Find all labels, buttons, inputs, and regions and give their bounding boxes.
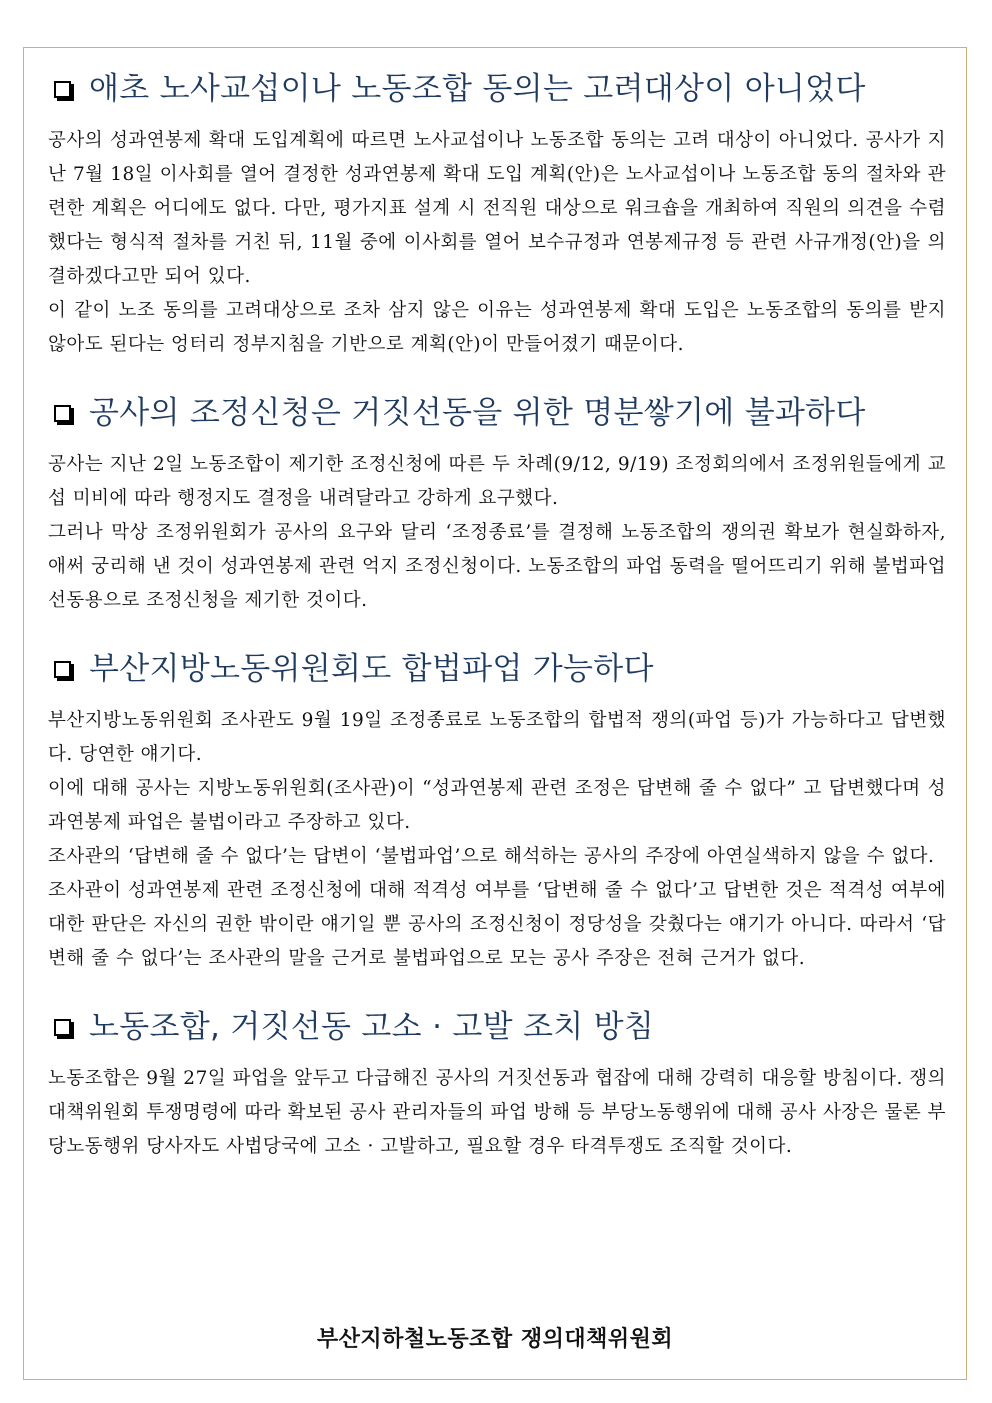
paragraph: 공사의 성과연봉제 확대 도입계획에 따르면 노사교섭이나 노동조합 동의는 고려 대상이 아니었다. 공사가 지난 7월 18일 이사회를 열어 결정한 성과연봉제 확대 도입 계획(안)은 노사교섭이나 노동조합 동의 절차와 관련한 계획은 어디에도 없다. 다만, 평가지표 설계 시 전직원 대상으로 워크숍을 개최하여 직원의 의견을 수렴했다는 형식적 절차를 거친 뒤, 11월 중에 이사회를 열어 보수규정과 연봉제규정 등 관련 사규개정(안)을 의결하겠다고만 되어 있다. [48,130,947,287]
section-2 [48,386,946,618]
section-heading [48,386,946,440]
paragraph: 조사관이 성과연봉제 관련 조정신청에 대해 적격성 여부를 ‘답변해 줄 수 없다’고 답변한 것은 적격성 여부에 대한 판단은 자신의 권한 밖이란 얘기일 뿐 공사의 조정신청이 정당성을 갖췄다는 얘기가 아니다. 따라서 ‘답변해 줄 수 없다’는 조사관의 말을 근거로 불법파업으로 모는 공사 주장은 전혀 근거가 없다. [48,880,947,969]
paragraph: 이에 대해 공사는 지방노동위원회(조사관)이 “성과연봉제 관련 조정은 답변해 줄 수 없다” 고 답변했다며 성과연봉제 파업은 불법이라고 주장하고 있다. [48,778,946,833]
section-heading-text: 공사의 조정신청은 거짓선동을 위한 명분쌓기에 불과하다 [89,395,866,431]
section-heading [48,642,946,696]
section-heading-text: 노동조합, 거짓선동 고소 · 고발 조치 방침 [89,1009,655,1045]
paragraph: 노동조합은 9월 27일 파업을 앞두고 다급해진 공사의 거짓선동과 협잡에 대해 강력히 대응할 방침이다. 쟁의대책위원회 투쟁명령에 따라 확보된 공사 관리자들의 파업 방해 등 부당노동행위에 대해 공사 사장은 물론 부당노동행위 당사자도 사법당국에 고소 · 고발하고, 필요할 경우 타격투쟁도 조직할 것이다. [48,1068,946,1157]
section-4 [48,1000,946,1164]
section-1 [48,62,946,362]
checkbox-bullet-icon [54,1019,71,1036]
section-heading-text: 부산지방노동위원회도 합법파업 가능하다 [89,651,654,687]
paragraph: 이 같이 노조 동의를 고려대상으로 조차 삼지 않은 이유는 성과연봉제 확대 도입은 노동조합의 동의를 받지 않아도 된다는 엉터리 정부지침을 기반으로 계획(안)이 만들어졌기 때문이다. [48,300,946,355]
section-heading-text: 애초 노사교섭이나 노동조합 동의는 고려대상이 아니었다 [89,71,866,107]
section-3 [48,642,946,976]
checkbox-bullet-icon [54,81,71,98]
checkbox-bullet-icon [54,405,71,422]
section-heading [48,1000,946,1054]
paragraph: 부산지방노동위원회 조사관도 9월 19일 조정종료로 노동조합의 합법적 쟁의(파업 등)가 가능하다고 답변했다. 당연한 얘기다. [48,710,946,765]
document-body [48,62,946,1188]
paragraph: 공사는 지난 2일 노동조합이 제기한 조정신청에 따른 두 차례(9/12, 9/19) 조정회의에서 조정위원들에게 교섭 미비에 따라 행정지도 결정을 내려달라고 강하게 요구했다. [48,454,946,509]
checkbox-bullet-icon [54,661,71,678]
paragraph: 조사관의 ‘답변해 줄 수 없다’는 답변이 ‘불법파업’으로 해석하는 공사의 주장에 아연실색하지 않을 수 없다. [48,846,935,867]
paragraph: 그러나 막상 조정위원회가 공사의 요구와 달리 ‘조정종료’를 결정해 노동조합의 쟁의권 확보가 현실화하자, 애써 궁리해 낸 것이 성과연봉제 관련 억지 조정신청이다. 노동조합의 파업 동력을 떨어뜨리기 위해 불법파업 선동용으로 조정신청을 제기한 것이다. [48,522,946,611]
section-heading [48,62,946,116]
signature: 부산지하철노동조합 쟁의대책위원회 [316,1326,674,1352]
